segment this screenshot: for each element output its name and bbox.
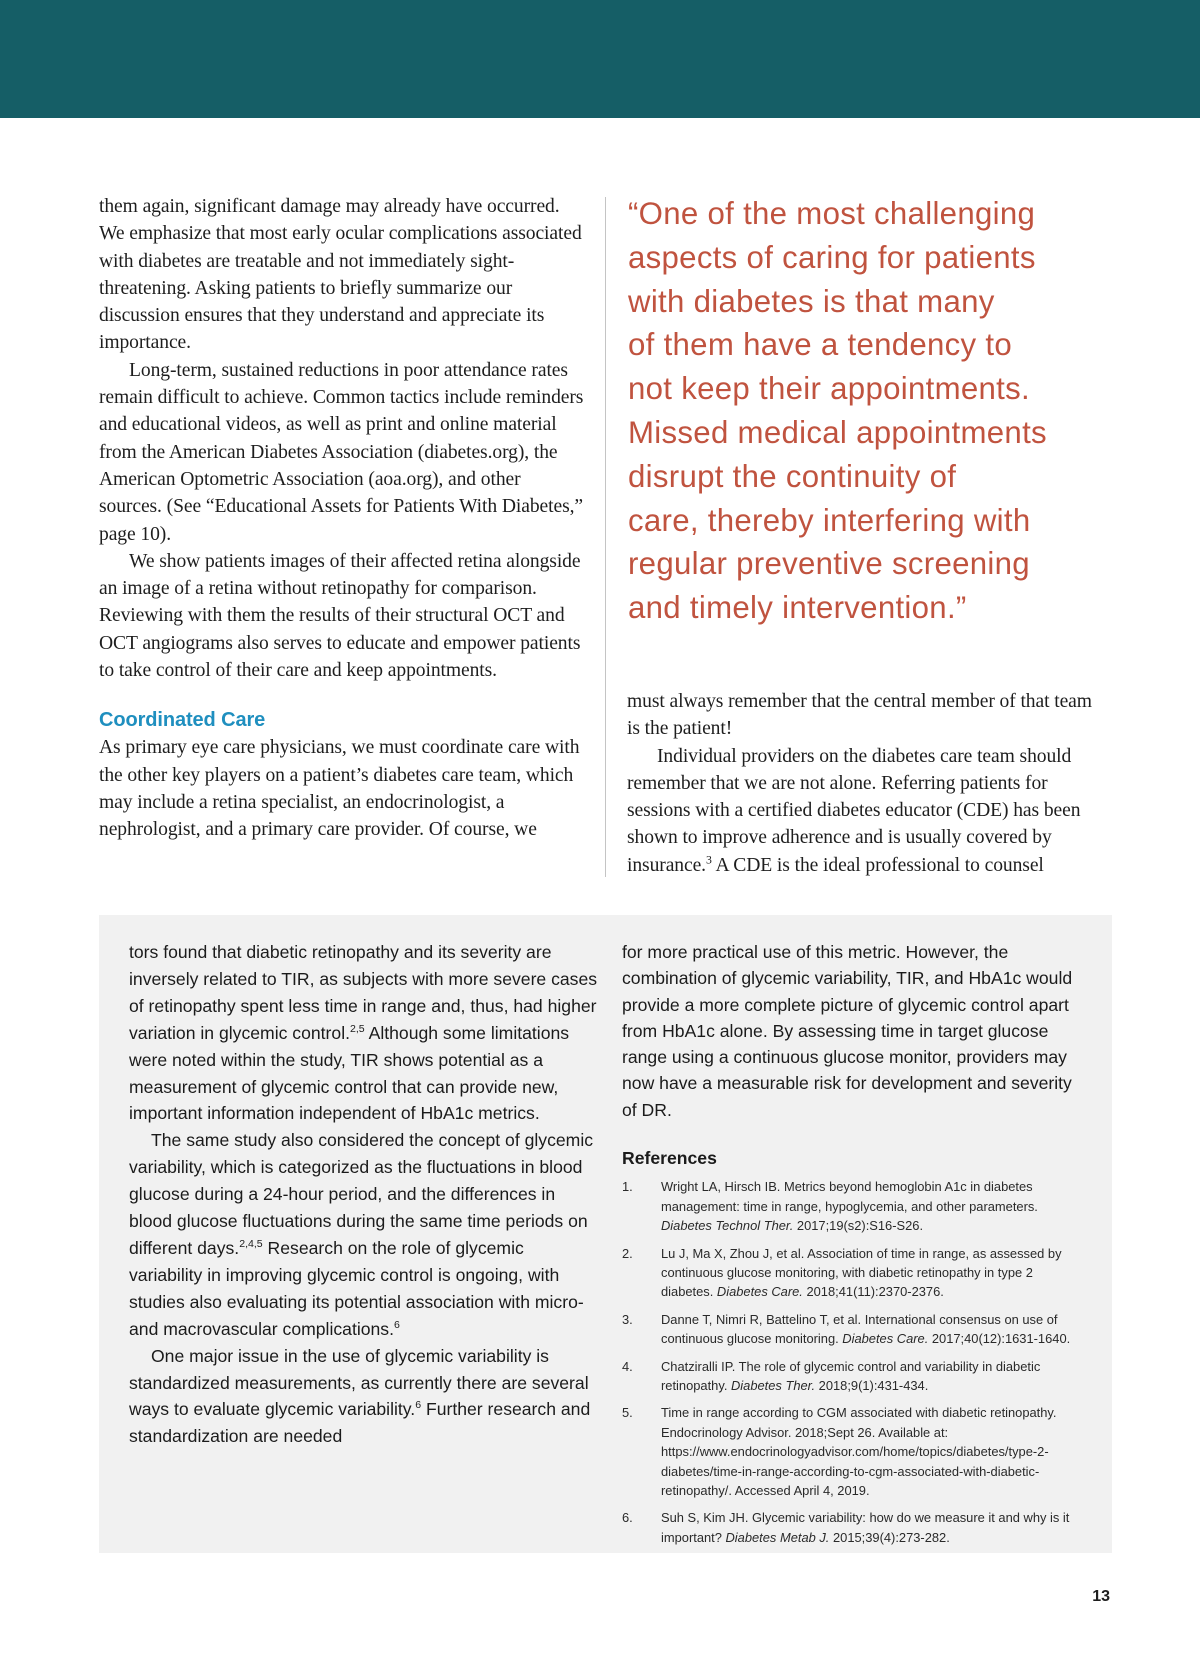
paragraph-text: One major issue in the use of glycemic variability is standardized measurements, as currently there are several ways to evaluate glycemic variability. [129,1345,589,1420]
reference-journal: Diabetes Care. [716,1284,803,1300]
reference-number: 6. [622,1510,633,1526]
body-paragraph [627,743,1097,879]
reference-citation: 2017;40(12):1631-1640. [928,1331,1071,1347]
pull-quote [628,192,1128,630]
pull-quote-line: regular preventive screening [628,546,1030,582]
reference-text: Time in range according to CGM associated with diabetic retinopathy. Endocrinology Advisor. 2018;Sept 26. Available at: https://www.endocrinologyadvisor.com/home/topics/diabetes/type-2-diabetes/time-in-range-according-to-cgm-associated-with-diabetic-retinopathy/. Accessed April 4, 2019. [661,1405,1057,1499]
reference-citation: 2015;39(4):273-282. [829,1529,950,1545]
left-column [99,193,587,844]
paragraph-text: tors found that diabetic retinopathy and its severity are inversely related to TIR, as subjects with more severe cases of retinopathy spent less time in range and, thus, had higher variation in glycemic control. [129,942,598,1043]
reference-item [622,1177,1084,1235]
paragraph-text: The same study also considered the concept of glycemic variability, which is categorized as the fluctuations in blood glucose during a 24-hour period, and the differences in blood glucose fluctuations during the same time periods on different days. [129,1130,594,1258]
reference-item [622,1357,1084,1396]
reference-number: 3. [622,1311,633,1327]
body-paragraph: We show patients images of their affected retina alongside an image of a retina without retinopathy for comparison. Reviewing with them the results of their structural OCT and OCT angiograms also serves to educate and empower patients to take control of their care and keep appointments. [99,550,581,682]
body-paragraph: As primary eye care physicians, we must coordinate care with the other key players on a patient’s diabetes care team, which may include a retina specialist, an endocrinologist, a nephrologist, and a primary care provider. Of course, we [99,737,580,841]
reference-item [622,1508,1084,1547]
body-paragraph: must always remember that the central member of that team is the patient! [627,691,1092,740]
reference-number: 4. [622,1358,633,1374]
column-divider [605,197,606,877]
reference-journal: Diabetes Technol Ther. [661,1218,794,1234]
sidebar-box [99,915,1112,1553]
sidebar-left-column [129,939,599,1450]
sidebar-paragraph [129,1127,599,1342]
section-heading: Coordinated Care [99,709,266,732]
pull-quote-line: disrupt the continuity of [628,458,957,494]
pull-quote-line: with diabetes is that many [628,283,995,319]
reference-journal: Diabetes Care. [842,1331,929,1347]
citation-superscript: 2,4,5 [239,1238,263,1251]
pull-quote-line: and timely intervention.” [628,590,967,626]
citation-superscript: 2,5 [350,1022,365,1035]
paragraph-text: Research on the role of glycemic variability in improving glycemic control is ongoing, with studies also evaluating its potential association with micro- and macrovascular complications. [129,1237,584,1339]
reference-text: Danne T, Nimri R, Battelino T, et al. International consensus on use of continuous glucose monitoring. [661,1311,1058,1347]
sidebar-right-column [622,939,1084,1555]
pull-quote-line: not keep their appointments. [628,371,1030,407]
reference-journal: Diabetes Metab J. [725,1529,830,1545]
reference-citation: 2017;19(s2):S16-S26. [793,1218,924,1234]
body-paragraph: Long-term, sustained reductions in poor attendance rates remain difficult to achieve. Common tactics include reminders and educational videos, as well as print and online material from the American Diabetes Association (diabetes.org), the American Optometric Association (aoa.org), and other sources. (See “Educational Assets for Patients With Diabetes,” page 10). [99,359,584,545]
reference-item [622,1403,1084,1500]
reference-citation: 2018;41(11):2370-2376. [802,1284,944,1300]
sidebar-paragraph [129,1343,599,1451]
reference-text: Suh S, Kim JH. Glycemic variability: how do we measure it and why is it important? [661,1510,1070,1545]
body-paragraph: them again, significant damage may already have occurred. We emphasize that most early ocular complications associated with diabetes are treatable and not immediately sight-threatening. Asking patients to briefly summarize our discussion ensures that they understand and appreciate its importance. [99,196,582,354]
reference-text: Wright LA, Hirsch IB. Metrics beyond hemoglobin A1c in diabetes management: time in range, hypoglycemia, and other parameters. [661,1179,1038,1214]
paragraph-text: Further research and standardization are needed [129,1399,591,1447]
pull-quote-line: of them have a tendency to [628,327,1013,363]
paragraph-text: A CDE is the ideal professional to counsel [711,854,1044,876]
reference-item [622,1310,1084,1349]
reference-item [622,1244,1084,1302]
reference-text: Lu J, Ma X, Zhou J, et al. Association of time in range, as assessed by continuous glucose monitoring, with diabetic retinopathy in type 2 diabetes. [661,1245,1062,1300]
pull-quote-line: care, thereby interfering with [628,502,1031,538]
reference-citation: 2018;9(1):431-434. [815,1378,929,1394]
right-column [627,688,1097,879]
pull-quote-line: “One of the most challenging [628,196,1036,231]
reference-number: 1. [622,1179,633,1195]
paragraph-text: Individual providers on the diabetes care team should remember that we are not alone. Referring patients for sessions with a certified diabetes educator (CDE) has been shown to improve adherence and is usually covered by insurance. [627,745,1081,876]
sidebar-paragraph: for more practical use of this metric. However, the combination of glycemic variability, TIR, and HbA1c would provide a more complete picture of glycemic control apart from HbA1c alone. By assessing time in target glucose range using a continuous glucose monitor, providers may now have a measurable risk for development and severity of DR. [622,942,1073,1120]
reference-journal: Diabetes Ther. [731,1378,816,1394]
pull-quote-line: aspects of caring for patients [628,239,1036,275]
citation-superscript: 3 [705,853,712,867]
reference-number: 5. [622,1405,633,1421]
citation-superscript: 6 [394,1318,400,1331]
references-list [622,1177,1084,1547]
page-number: 13 [1092,1588,1110,1605]
reference-number: 2. [622,1245,633,1261]
citation-superscript: 6 [415,1399,422,1412]
paragraph-text: Although some limitations were noted within the study, TIR shows potential as a measurement of glycemic control that can provide new, important information independent of HbA1c metrics. [129,1022,570,1124]
reference-text: Chatziralli IP. The role of glycemic control and variability in diabetic retinopathy. [661,1358,1041,1394]
sidebar-paragraph [129,939,599,1127]
header-bar [0,0,1200,118]
pull-quote-line: Missed medical appointments [628,414,1047,450]
references-heading: References [622,1148,717,1169]
